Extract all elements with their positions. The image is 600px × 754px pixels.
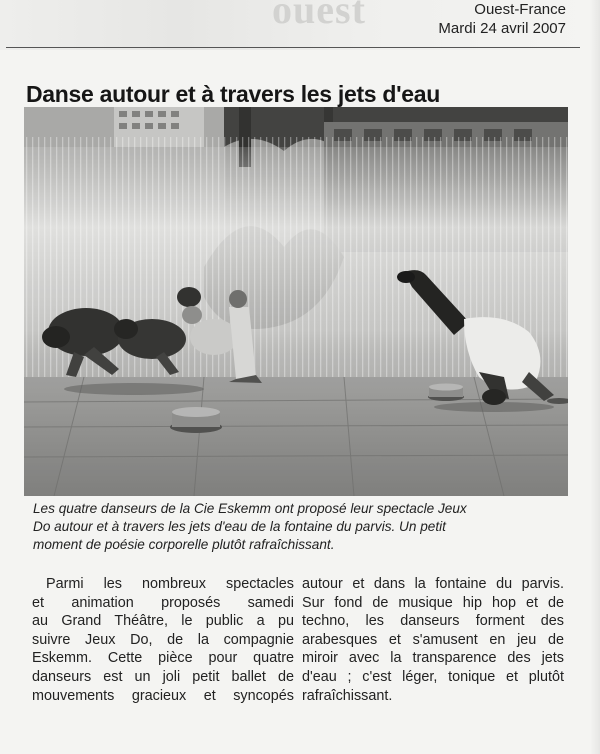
source-name: Ouest-France bbox=[474, 1, 566, 18]
body-line: Eskemm. Cette pièce pour quatre bbox=[32, 650, 294, 667]
newspaper-source bbox=[438, 0, 566, 38]
fountain-dancers-image bbox=[24, 107, 568, 496]
article-body-column-right bbox=[302, 575, 564, 705]
body-line: rafraîchissant. bbox=[302, 687, 393, 704]
body-line: Parmi les nombreux spectacles bbox=[46, 576, 294, 592]
header-rule bbox=[6, 47, 580, 48]
article-photo bbox=[24, 107, 568, 496]
body-line: mouvements gracieux et syncopés bbox=[32, 687, 294, 704]
caption-line: Do autour et à travers les jets d'eau de la fontaine du parvis. Un petit bbox=[33, 519, 446, 534]
publication-date: Mardi 24 avril 2007 bbox=[438, 20, 566, 37]
body-line: d'eau ; c'est léger, tonique et plutôt bbox=[302, 668, 564, 685]
body-line: et animation proposés samedi bbox=[32, 594, 294, 611]
body-line: danseurs est un joli petit ballet de bbox=[32, 668, 294, 685]
bleed-through-masthead: ouest bbox=[272, 0, 366, 32]
photo-caption bbox=[33, 500, 573, 554]
body-line: arabesques et s'amusent en jeu de bbox=[302, 631, 564, 648]
body-line: techno, les danseurs forment des bbox=[302, 613, 564, 630]
scan-edge-shadow bbox=[590, 0, 600, 754]
body-line: Sur fond de musique hip hop et de bbox=[302, 594, 564, 611]
body-line: suivre Jeux Do, de la compagnie bbox=[32, 631, 294, 648]
caption-line: Les quatre danseurs de la Cie Eskemm ont proposé leur spectacle Jeux bbox=[33, 501, 467, 516]
caption-line: moment de poésie corporelle plutôt rafraîchissant. bbox=[33, 537, 335, 552]
article-body-column-left bbox=[32, 575, 294, 705]
body-line: miroir avec la transparence des jets bbox=[302, 650, 564, 667]
article-headline: Danse autour et à travers les jets d'eau bbox=[26, 81, 441, 108]
body-line: au Grand Théâtre, le public a pu bbox=[32, 613, 294, 630]
body-line: autour et dans la fontaine du parvis. bbox=[302, 576, 564, 592]
